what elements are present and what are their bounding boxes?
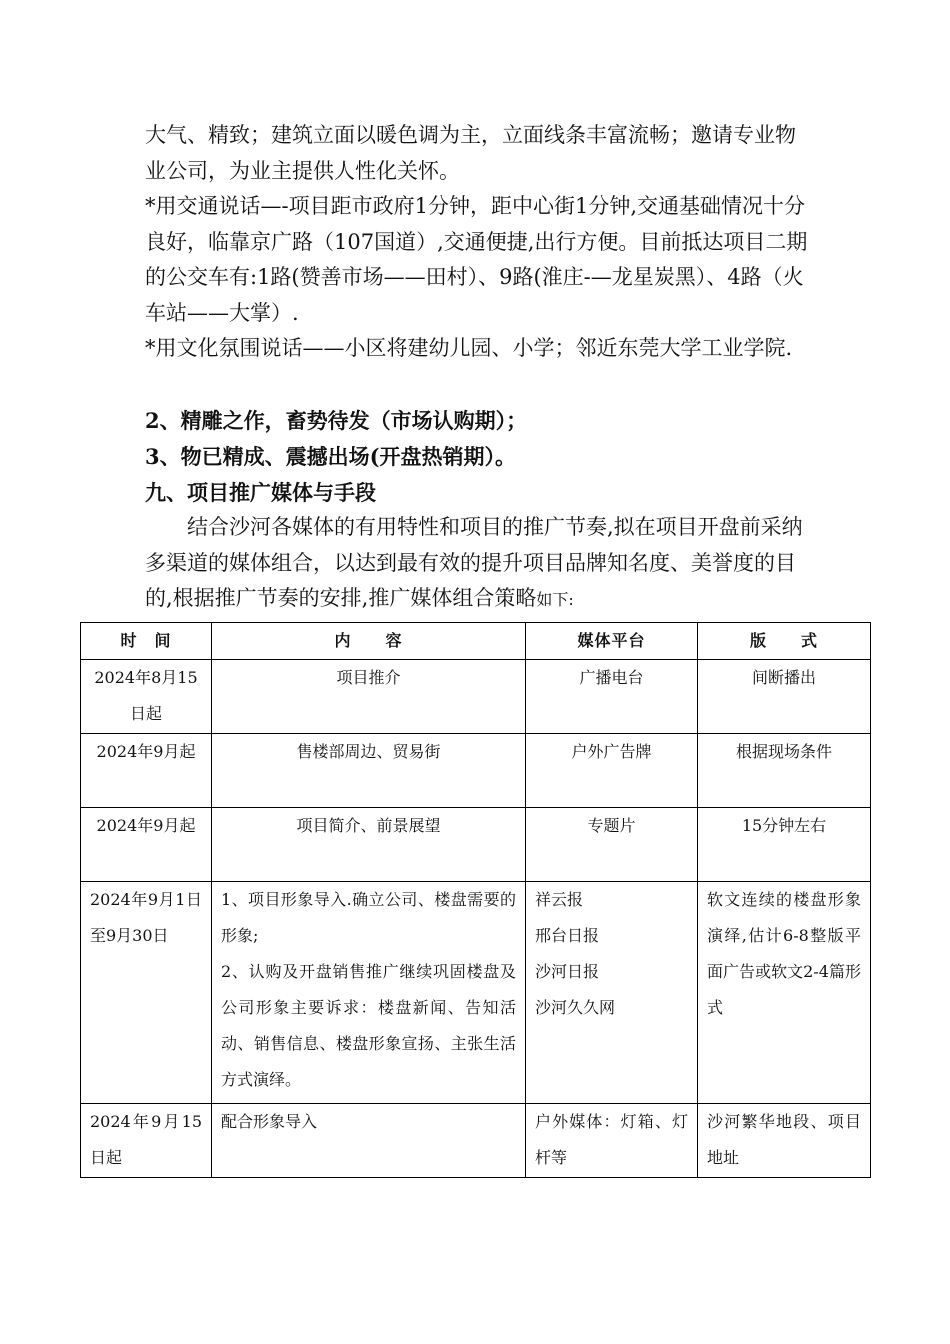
header-media: 媒体平台 xyxy=(526,623,698,660)
cell-format: 15分钟左右 xyxy=(698,808,871,882)
cell-media xyxy=(526,882,698,1104)
media-line: 沙河日报 xyxy=(535,962,600,981)
media-intro-tail: 如下: xyxy=(536,590,574,609)
cell-media: 专题片 xyxy=(526,808,698,882)
table-row xyxy=(81,808,871,882)
cell-format: 间断播出 xyxy=(698,660,871,734)
cell-content: 项目简介、前景展望 xyxy=(212,808,526,882)
cell-time: 2024年9月1日至9月30日 xyxy=(81,882,212,1104)
table-row xyxy=(81,882,871,1104)
content-line: 1、项目形象导入.确立公司、楼盘需要的形象; xyxy=(221,890,516,945)
cell-content: 项目推介 xyxy=(212,660,526,734)
cell-content: 配合形象导入 xyxy=(212,1104,526,1178)
paragraph-culture: *用文化氛围说话——小区将建幼儿园、小学；邻近东莞大学工业学院. xyxy=(145,336,793,360)
media-plan-table xyxy=(80,622,871,1178)
table-row xyxy=(81,734,871,808)
header-content: 内 容 xyxy=(212,623,526,660)
content-line: 2、认购及开盘销售推广继续巩固楼盘及公司形象主要诉求：楼盘新闻、告知活动、销售信息、楼盘形象宣扬、主张生活方式演绎。 xyxy=(221,962,516,1089)
header-format: 版 式 xyxy=(698,623,871,660)
cell-format: 沙河繁华地段、项目地址 xyxy=(698,1104,871,1178)
media-line: 邢台日报 xyxy=(535,926,600,945)
header-time: 时 间 xyxy=(81,623,212,660)
cell-time: 2024年9月15日起 xyxy=(81,1104,212,1178)
cell-format: 软文连续的楼盘形象演绎,估计6-8整版平面广告或软文2-4篇形式 xyxy=(698,882,871,1104)
heading-phase-3: 3、物已精成、震撼出场(开盘热销期）。 xyxy=(145,444,517,469)
media-line: 沙河久久网 xyxy=(535,998,616,1017)
paragraph-traffic: *用交通说话—-项目距市政府1分钟，距中心街1分钟,交通基础情况十分良好，临靠京广路（107国道）,交通便捷,出行方便。目前抵达项目二期的公交车有:1路(赞善市场——田村）、9路(淮庄-—龙星炭黑）、4路（火车站——大掌）. xyxy=(145,194,808,325)
media-intro-text: 结合沙河各媒体的有用特性和项目的推广节奏,拟在项目开盘前采纳多渠道的媒体组合，以达到最有效的提升项目品牌知名度、美誉度的目的,根据推广节奏的安排,推广媒体组合策略 xyxy=(145,515,803,610)
cell-time: 2024年9月起 xyxy=(81,734,212,808)
table-row xyxy=(81,1104,871,1178)
cell-media: 户外媒体：灯箱、灯杆等 xyxy=(526,1104,698,1178)
cell-media: 户外广告牌 xyxy=(526,734,698,808)
heading-phase-2: 2、精雕之作，畜势待发（市场认购期）； xyxy=(145,408,528,433)
table-header-row xyxy=(81,623,871,660)
paragraph-quality: 大气、精致；建筑立面以暖色调为主，立面线条丰富流畅；邀请专业物业公司，为业主提供人性化关怀。 xyxy=(145,123,796,183)
table-row xyxy=(81,660,871,734)
cell-time: 2024年8月15日起 xyxy=(81,660,212,734)
cell-format: 根据现场条件 xyxy=(698,734,871,808)
paragraph-media-intro xyxy=(145,510,815,618)
cell-content xyxy=(212,882,526,1104)
cell-time: 2024年9月起 xyxy=(81,808,212,882)
media-line: 祥云报 xyxy=(535,890,584,909)
cell-content: 售楼部周边、贸易街 xyxy=(212,734,526,808)
heading-section-9: 九、项目推广媒体与手段 xyxy=(145,480,376,505)
cell-media: 广播电台 xyxy=(526,660,698,734)
